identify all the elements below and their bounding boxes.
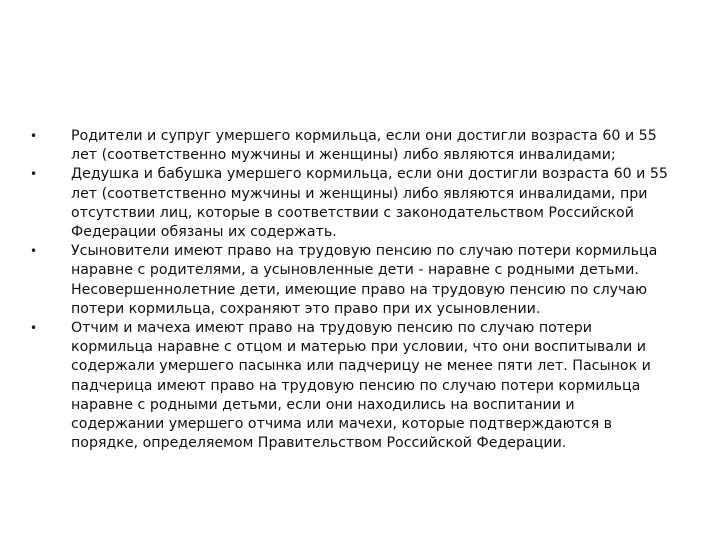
bullet-list xyxy=(30,127,670,453)
bullet-text: Дедушка и бабушка умершего кормильца, если они достигли возраста 60 и 55 лет (соответственно мужчины и женщины) либо являются инвалидами, при отсутствии лиц, которые в соответствии с законодательством Российской Федерации обязаны их содержать. xyxy=(71,166,668,241)
bullet-icon: • xyxy=(30,244,38,259)
bullet-text: Отчим и мачеха имеют право на трудовую пенсию по случаю потери кормильца наравне с отцом и матерью при условии, что они воспитывали и содержали умершего пасынка или падчерицу не менее пяти лет. Пасынок и падчерица имеют право на трудовую пенсию по случаю потери кормильца наравне с родными детьми, если они находились на воспитании и содержании умершего отчима или мачехи, которые подтверждаются в порядке, определяемом Правительством Российской Федерации. xyxy=(71,320,651,452)
slide-body xyxy=(30,127,670,453)
bullet-item-stepparents xyxy=(30,319,670,453)
bullet-item-grandparents xyxy=(30,165,670,242)
bullet-item-adoptive-parents xyxy=(30,242,670,319)
bullet-icon: • xyxy=(30,129,38,143)
bullet-icon: • xyxy=(30,321,38,336)
bullet-item-parents xyxy=(30,127,670,165)
bullet-icon: • xyxy=(30,167,38,182)
bullet-text: Родители и супруг умершего кормильца, если они достигли возраста 60 и 55 лет (соответственно мужчины и женщины) либо являются инвалидами; xyxy=(71,128,657,164)
bullet-text: Усыновители имеют право на трудовую пенсию по случаю потери кормильца наравне с родителями, а усыновленные дети - наравне с родными детьми. Несовершеннолетние дети, имеющие право на трудовую пенсию по случаю потери кормильца, сохраняют это право при их усыновлении. xyxy=(71,243,658,317)
